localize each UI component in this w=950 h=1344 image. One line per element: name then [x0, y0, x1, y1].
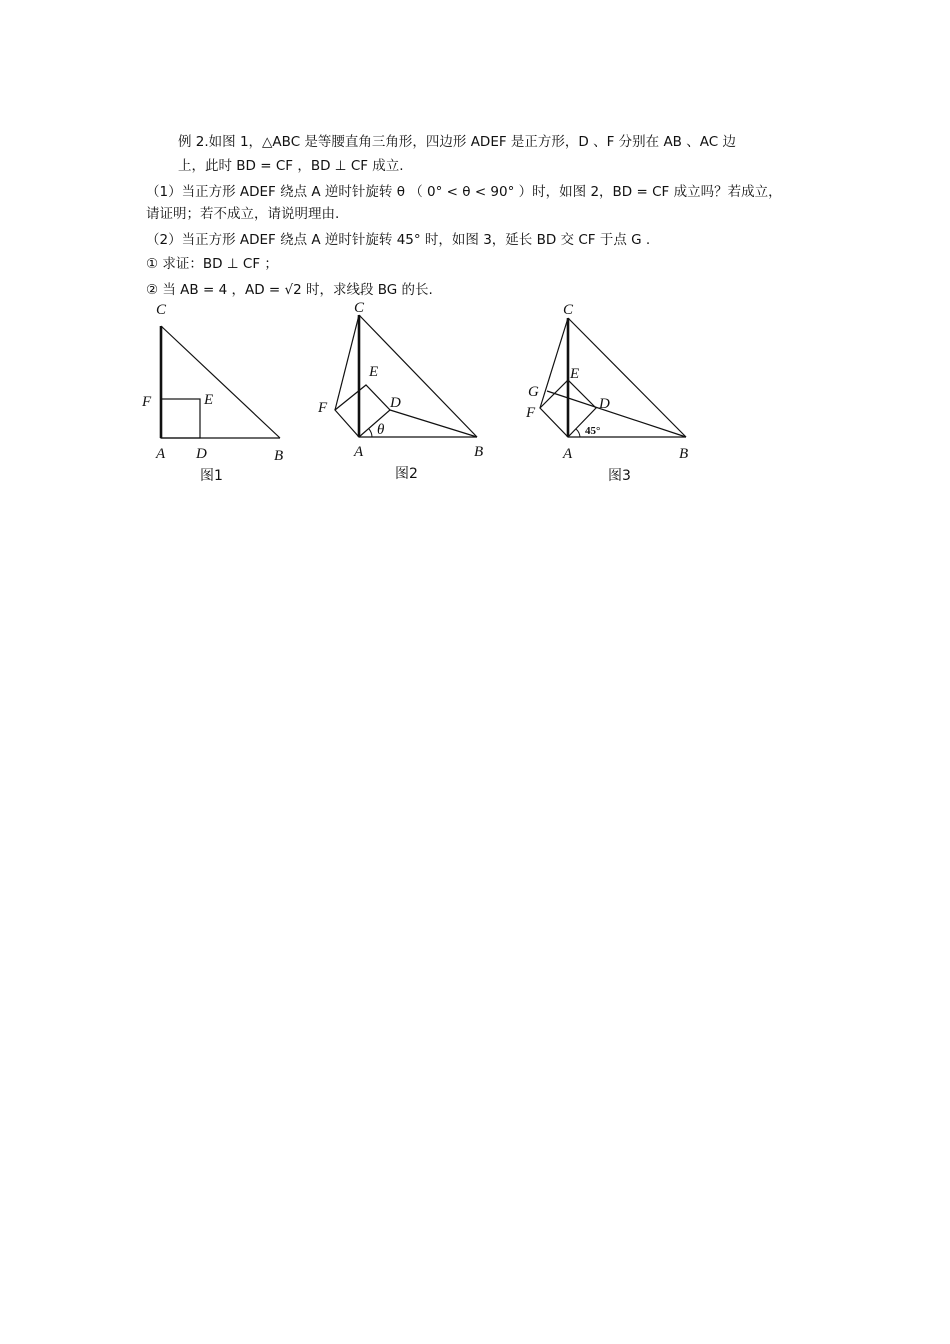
fig2-label-e: E	[369, 364, 379, 380]
fig3-label-c: C	[563, 302, 574, 318]
fig1-label-f: F	[142, 394, 152, 410]
question-2-part-2: ② 当 AB = 4 ，AD = √2 时，求线段 BG 的长.	[146, 282, 433, 298]
fig3-label-a: A	[563, 446, 573, 462]
question-2-part-1: ① 求证：BD ⊥ CF ；	[146, 256, 278, 272]
fig2-label-b: B	[474, 444, 484, 460]
fig2-caption: 图2	[395, 466, 418, 482]
figure-2	[314, 294, 504, 488]
fig3-label-e: E	[570, 366, 580, 382]
question-1-line-1: （1）当正方形 ADEF 绕点 A 逆时针旋转 θ （ 0° < θ < 90° ）时，如图 2，BD = CF 成立吗？若成立，	[146, 184, 782, 200]
fig3-label-f: F	[526, 405, 536, 421]
fig3-label-b: B	[679, 446, 689, 462]
figure-3	[510, 298, 710, 492]
fig3-label-g: G	[528, 384, 539, 400]
fig1-label-e: E	[204, 392, 214, 408]
problem-line-1: 例 2.如图 1，△ABC 是等腰直角三角形，四边形 ADEF 是正方形，D 、F 分别在 AB 、AC 边	[178, 134, 736, 150]
question-1-line-2: 请证明；若不成立，请说明理由.	[146, 206, 340, 222]
fig3-angle-45: 45°	[585, 425, 601, 437]
fig1-label-b: B	[274, 448, 284, 464]
fig1-label-c: C	[156, 302, 167, 318]
fig3-caption: 图3	[608, 468, 631, 484]
problem-line-2: 上，此时 BD = CF ，BD ⊥ CF 成立.	[178, 158, 404, 174]
fig1-caption: 图1	[200, 468, 223, 484]
fig2-angle-theta: θ	[377, 422, 385, 438]
figure-1	[140, 296, 310, 490]
fig1-label-a: A	[156, 446, 166, 462]
fig1-label-d: D	[196, 446, 207, 462]
question-2-line: （2）当正方形 ADEF 绕点 A 逆时针旋转 45° 时，如图 3，延长 BD 交 CF 于点 G .	[146, 232, 651, 248]
fig2-label-f: F	[318, 400, 328, 416]
fig2-label-a: A	[354, 444, 364, 460]
fig3-label-d: D	[599, 396, 610, 412]
fig2-label-c: C	[354, 300, 365, 316]
fig2-label-d: D	[390, 395, 401, 411]
